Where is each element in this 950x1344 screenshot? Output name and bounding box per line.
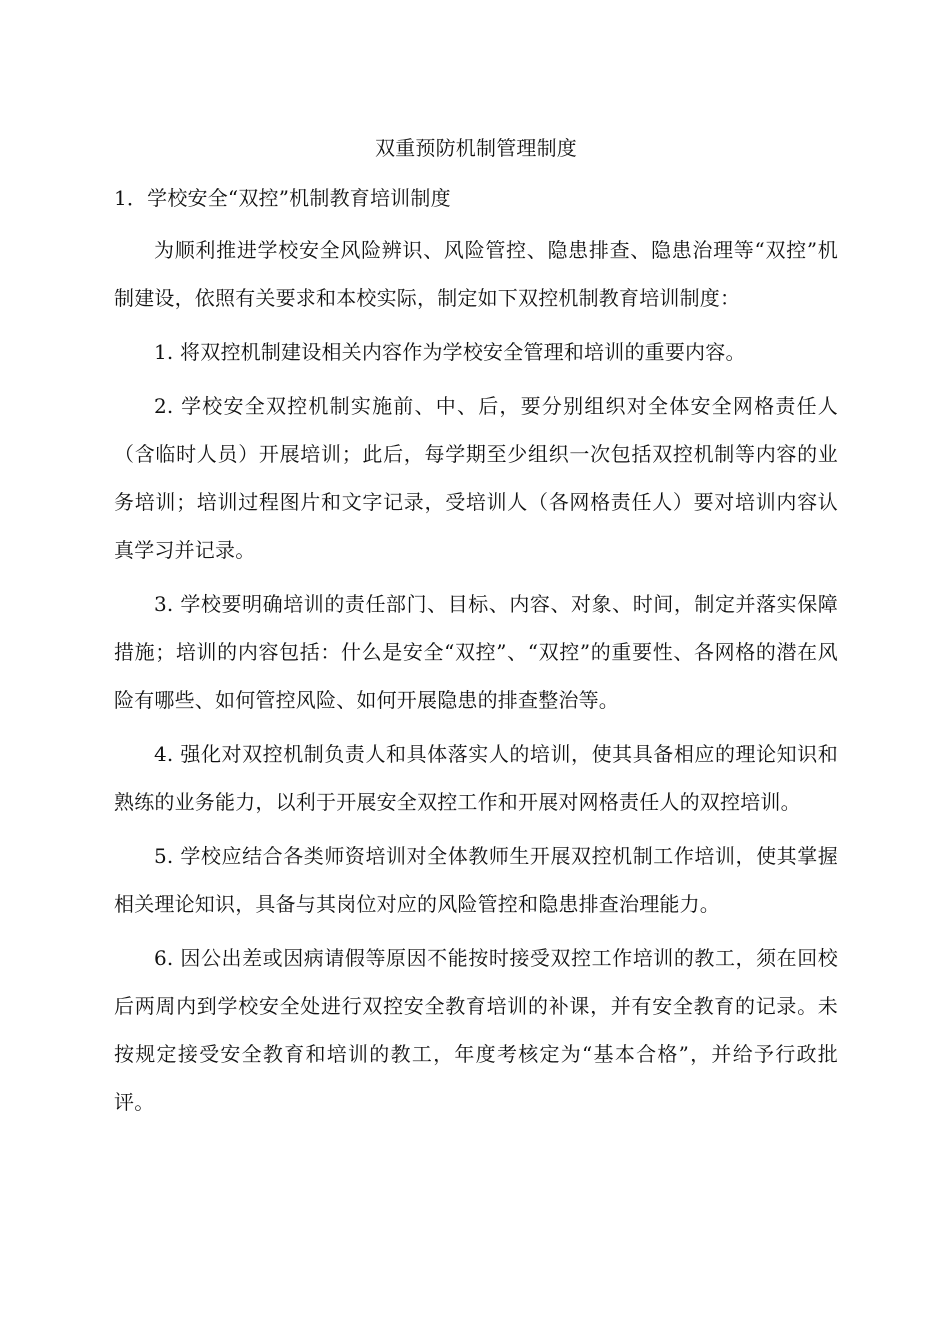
rule-item-4: 4. 强化对双控机制负责人和具体落实人的培训，使其具备相应的理论知识和熟练的业务能力，以利于开展安全双控工作和开展对网格责任人的双控培训。 [114, 742, 838, 814]
rule-item-6: 6. 因公出差或因病请假等原因不能按时接受双控工作培训的教工，须在回校后两周内到学校安全处进行双控安全教育培训的补课，并有安全教育的记录。未按规定接受安全教育和培训的教工，年度考核定为“基本合格”，并给予行政批评。 [114, 946, 838, 1114]
rule-item-2: 2. 学校安全双控机制实施前、中、后，要分别组织对全体安全网格责任人（含临时人员）开展培训；此后，每学期至少组织一次包括双控机制等内容的业务培训；培训过程图片和文字记录，受培训人（各网格责任人）要对培训内容认真学习并记录。 [114, 394, 838, 562]
rule-item-5: 5. 学校应结合各类师资培训对全体教师生开展双控机制工作培训，使其掌握相关理论知识，具备与其岗位对应的风险管控和隐患排查治理能力。 [114, 844, 838, 916]
document-body [114, 124, 838, 1132]
document-title: 双重预防机制管理制度 [375, 136, 577, 160]
section-heading: 1．学校安全“双控”机制教育培训制度 [114, 186, 451, 210]
rule-item-3: 3. 学校要明确培训的责任部门、目标、内容、对象、时间，制定并落实保障措施；培训的内容包括：什么是安全“双控”、“双控”的重要性、各网格的潜在风险有哪些、如何管控风险、如何开展隐患的排查整治等。 [114, 592, 838, 712]
intro-paragraph: 为顺利推进学校安全风险辨识、风险管控、隐患排查、隐患治理等“双控”机制建设，依照有关要求和本校实际，制定如下双控机制教育培训制度： [114, 238, 838, 310]
rule-item-1: 1. 将双控机制建设相关内容作为学校安全管理和培训的重要内容。 [154, 340, 746, 364]
